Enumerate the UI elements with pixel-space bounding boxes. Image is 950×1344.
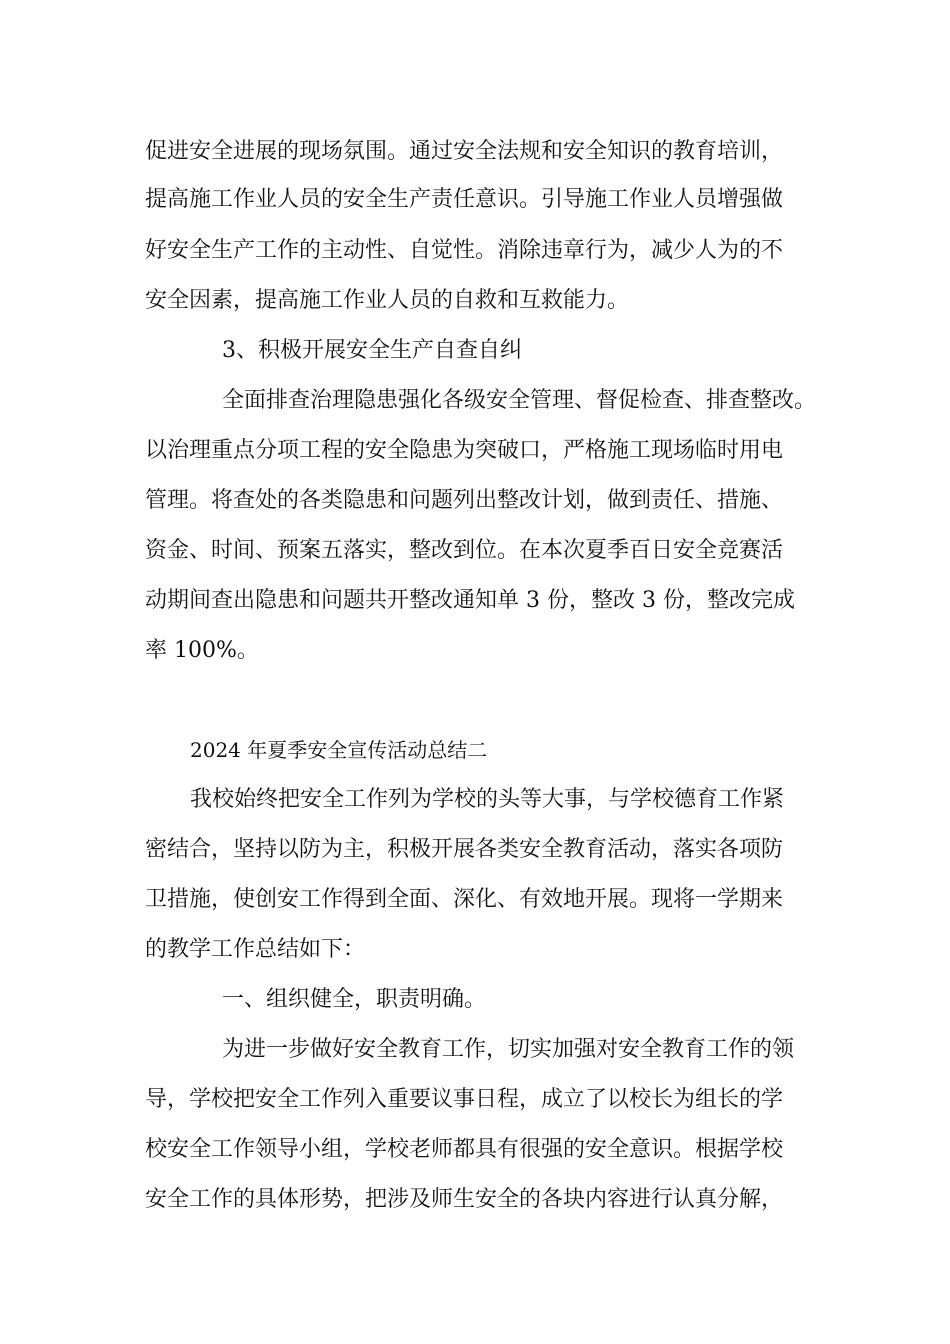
paragraph-line: 的教学工作总结如下： bbox=[145, 937, 366, 962]
paragraph-line: 以治理重点分项工程的安全隐患为突破口，严格施工现场临时用电 bbox=[145, 438, 784, 463]
section-title: 2024 年夏季安全宣传活动总结二 bbox=[190, 738, 488, 762]
paragraph-line: 为进一步做好安全教育工作，切实加强对安全教育工作的领 bbox=[222, 1037, 795, 1062]
paragraph-line: 密结合，坚持以防为主，积极开展各类安全教育活动，落实各项防 bbox=[145, 837, 784, 862]
paragraph-line: 我校始终把安全工作列为学校的头等大事，与学校德育工作紧 bbox=[190, 787, 785, 812]
paragraph-line: 管理。将查处的各类隐患和问题列出整改计划，做到责任、措施、 bbox=[145, 488, 784, 513]
paragraph-line: 导，学校把安全工作列入重要议事日程，成立了以校长为组长的学 bbox=[145, 1087, 784, 1112]
paragraph-line: 全面排查治理隐患强化各级安全管理、督促检查、排查整改。 bbox=[222, 388, 817, 413]
paragraph-line: 校安全工作领导小组，学校老师都具有很强的安全意识。根据学校 bbox=[145, 1137, 784, 1162]
section-subheading: 一、组织健全，职责明确。 bbox=[222, 987, 487, 1012]
paragraph-line: 率 100%。 bbox=[145, 638, 259, 663]
paragraph-line: 安全因素，提高施工作业人员的自救和互救能力。 bbox=[145, 288, 630, 313]
paragraph-line: 好安全生产工作的主动性、自觉性。消除违章行为，减少人为的不 bbox=[145, 238, 784, 263]
paragraph-line: 动期间查出隐患和问题共开整改通知单 3 份，整改 3 份，整改完成 bbox=[145, 588, 795, 613]
paragraph-line: 卫措施，使创安工作得到全面、深化、有效地开展。现将一学期来 bbox=[145, 887, 784, 912]
paragraph-line: 资金、时间、预案五落实，整改到位。在本次夏季百日安全竞赛活 bbox=[145, 538, 784, 563]
paragraph-line: 提高施工作业人员的安全生产责任意识。引导施工作业人员增强做 bbox=[145, 187, 784, 212]
section-subheading: 3、积极开展安全生产自查自纠 bbox=[222, 338, 522, 363]
paragraph-line: 安全工作的具体形势，把涉及师生安全的各块内容进行认真分解， bbox=[145, 1187, 784, 1212]
paragraph-line: 促进安全进展的现场氛围。通过安全法规和安全知识的教育培训， bbox=[145, 139, 784, 164]
